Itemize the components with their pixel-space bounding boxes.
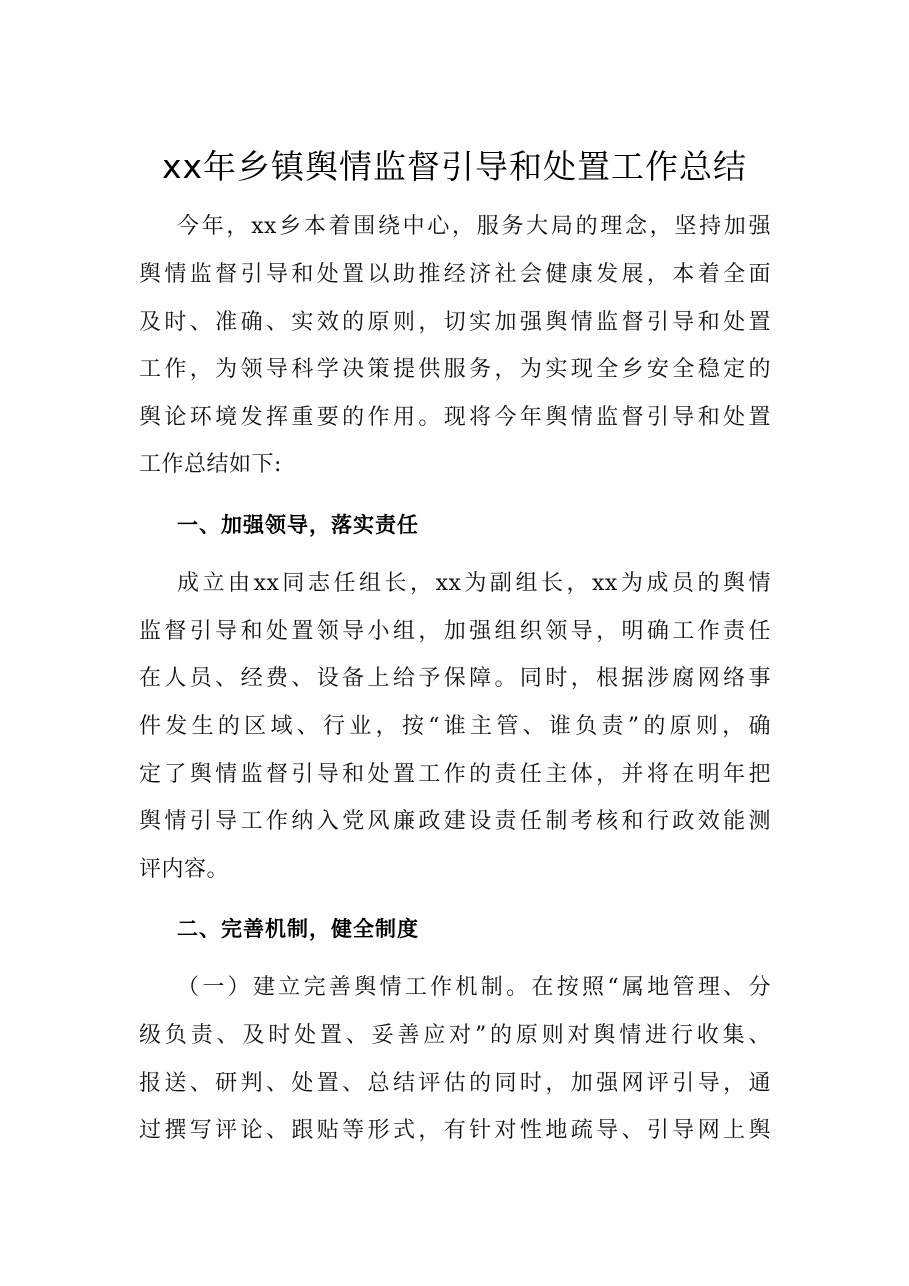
section-heading-2: 二、完善机制，健全制度 <box>177 917 419 941</box>
paragraph-2-line-4: 件发生的区域、行业，按“谁主管、谁负责”的原则，确 <box>139 714 771 739</box>
paragraph-1-line-4: 工作，为领导科学决策提供服务，为实现全乡安全稳定的 <box>139 357 771 382</box>
paragraph-2-line-6: 舆情引导工作纳入党风廉政建设责任制考核和行政效能测 <box>139 809 771 834</box>
paragraph-1-line-1: 今年，xx乡本着围绕中心，服务大局的理念，坚持加强 <box>177 214 771 239</box>
paragraph-2-line-5: 定了舆情监督引导和处置工作的责任主体，并将在明年把 <box>139 762 771 787</box>
paragraph-2-line-3: 在人员、经费、设备上给予保障。同时，根据涉腐网络事 <box>139 666 771 691</box>
paragraph-3-line-3: 报送、研判、处置、总结评估的同时，加强网评引导，通 <box>139 1071 771 1096</box>
paragraph-3-line-1: （一）建立完善舆情工作机制。在按照“属地管理、分 <box>177 975 771 1000</box>
paragraph-2-line-2: 监督引导和处置领导小组，加强组织领导，明确工作责任 <box>139 619 771 644</box>
paragraph-2-line-7: 评内容。 <box>139 857 230 882</box>
document-title: xx年乡镇舆情监督引导和处置工作总结 <box>161 147 748 186</box>
paragraph-1-line-6: 工作总结如下: <box>139 452 282 477</box>
section-heading-1: 一、加强领导，落实责任 <box>177 513 419 537</box>
paragraph-1-line-3: 及时、准确、实效的原则，切实加强舆情监督引导和处置 <box>139 310 771 335</box>
paragraph-2-line-1: 成立由xx同志任组长，xx为副组长，xx为成员的舆情 <box>177 571 771 596</box>
paragraph-1-line-2: 舆情监督引导和处置以助推经济社会健康发展，本着全面 <box>139 262 771 287</box>
paragraph-3-line-4: 过撰写评论、跟贴等形式，有针对性地疏导、引导网上舆 <box>139 1118 771 1143</box>
paragraph-3-line-2: 级负责、及时处置、妥善应对”的原则对舆情进行收集、 <box>139 1023 771 1048</box>
paragraph-1-line-5: 舆论环境发挥重要的作用。现将今年舆情监督引导和处置 <box>139 405 771 430</box>
